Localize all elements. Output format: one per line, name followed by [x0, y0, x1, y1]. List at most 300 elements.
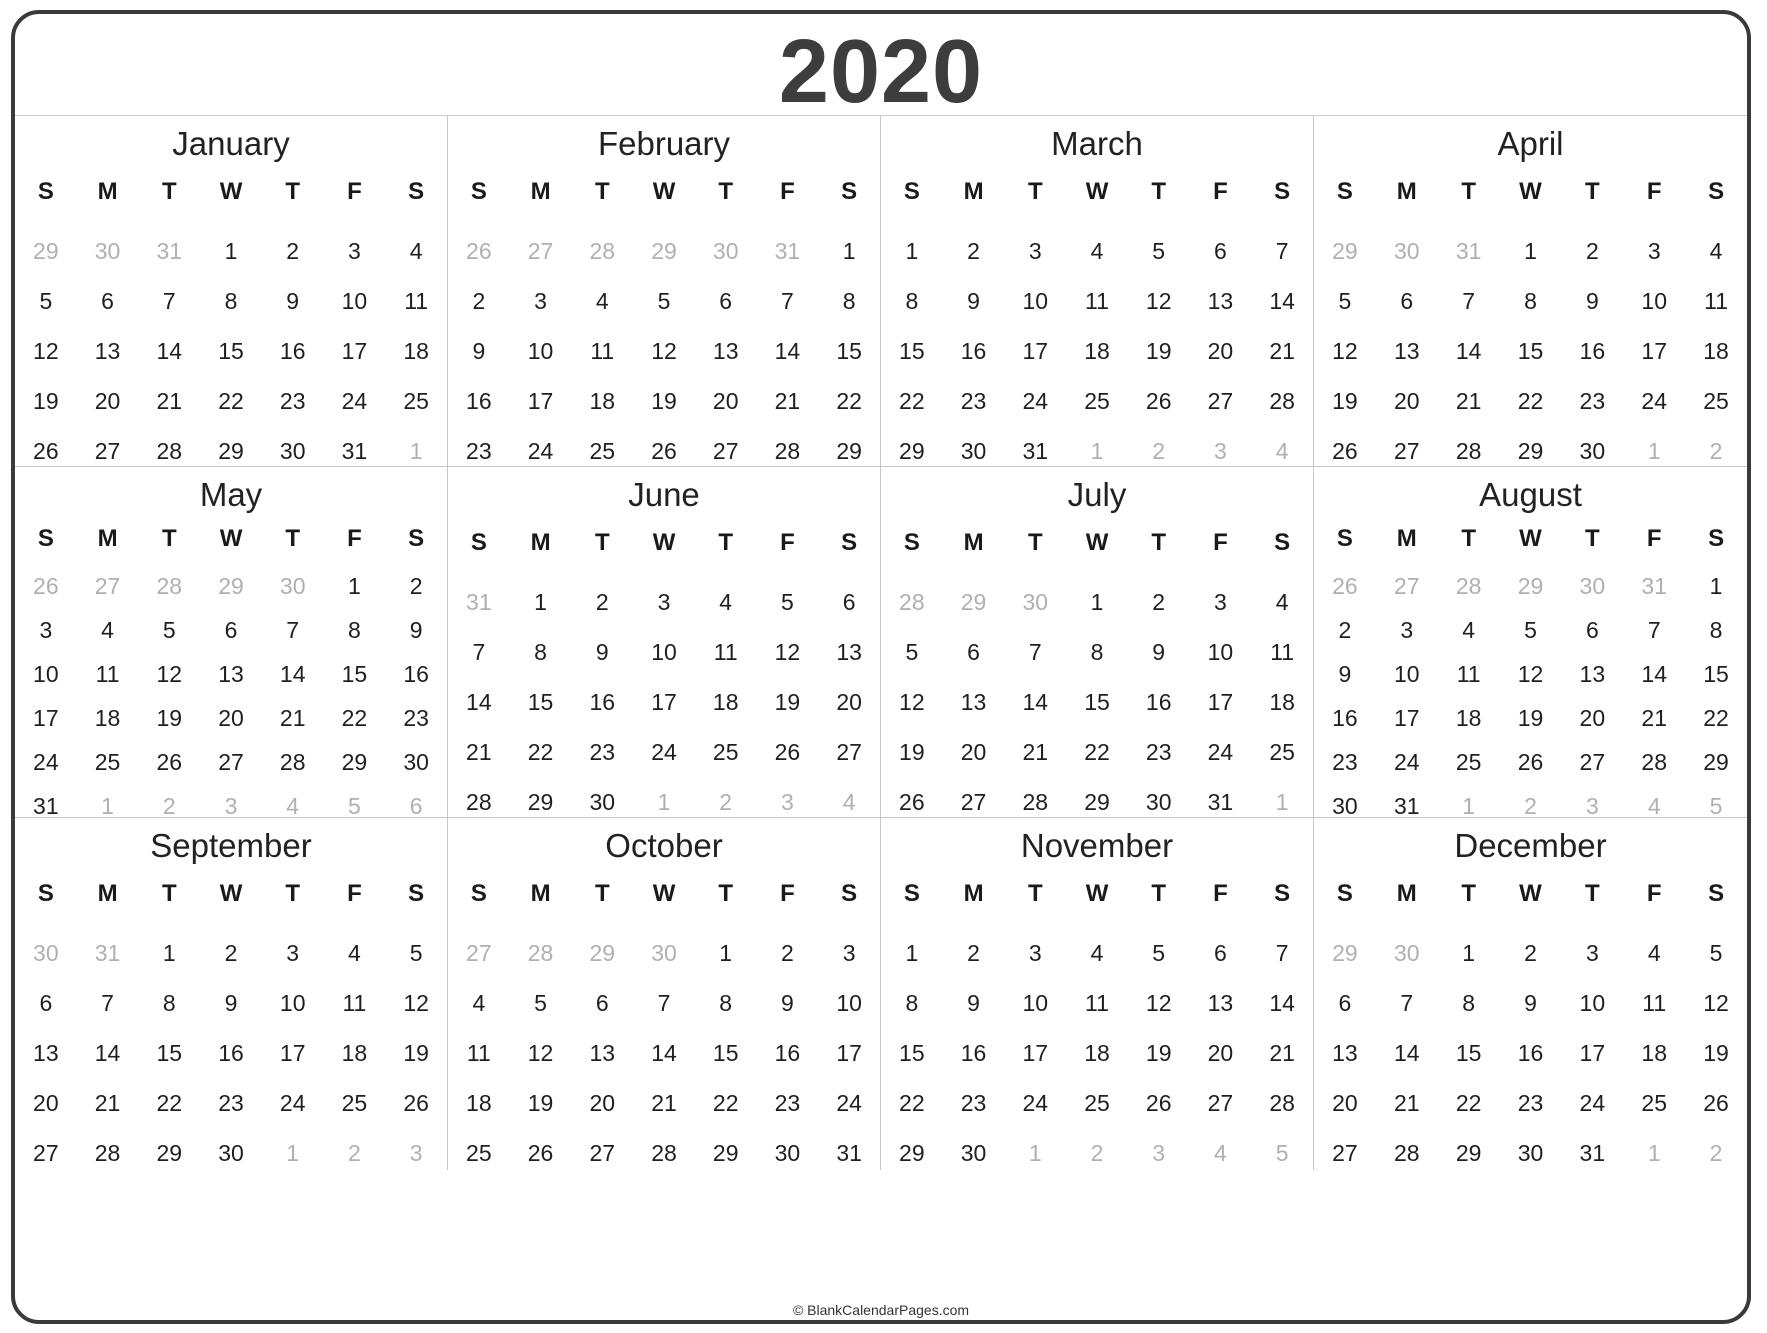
adjacent-month-day: 27: [466, 940, 492, 966]
day-number: 17: [651, 689, 677, 715]
weekday-label: F: [347, 880, 362, 907]
day-number: 21: [1455, 388, 1482, 414]
day-number: 22: [1517, 388, 1544, 414]
day-number: 1: [905, 940, 919, 966]
adjacent-month-day: 27: [1393, 573, 1420, 599]
day-number: 29: [341, 749, 368, 775]
day-number: 1: [719, 940, 733, 966]
day-number: 15: [218, 338, 244, 364]
day-number: 16: [403, 661, 429, 687]
day-number: 7: [657, 990, 671, 1016]
day-number: 7: [286, 617, 300, 643]
weekday-label: T: [1461, 525, 1476, 552]
weekday-label: F: [1213, 880, 1228, 907]
day-number: 10: [1207, 639, 1234, 665]
day-number: 19: [651, 388, 677, 414]
day-number: 3: [286, 940, 300, 966]
day-number: 15: [899, 1040, 925, 1066]
day-number: 3: [1400, 617, 1414, 643]
weekday-label: M: [97, 178, 118, 205]
weekday-label: F: [1646, 525, 1662, 552]
day-grid: [881, 928, 1313, 1178]
day-number: 6: [1214, 238, 1227, 264]
day-number: 23: [1145, 739, 1172, 765]
day-number: 4: [1090, 238, 1104, 264]
day-grid: [1314, 564, 1747, 828]
weekday-label: M: [963, 880, 984, 907]
day-grid: [448, 226, 880, 476]
day-number: 3: [1214, 589, 1227, 615]
day-number: 28: [466, 789, 492, 815]
day-number: 20: [836, 689, 862, 715]
adjacent-month-day: 30: [1393, 940, 1420, 966]
day-number: 8: [224, 288, 238, 314]
weekday-label: S: [1274, 178, 1291, 205]
weekday-label: S: [903, 880, 920, 907]
day-number: 22: [218, 388, 244, 414]
day-number: 5: [1152, 940, 1166, 966]
weekday-label: T: [1461, 880, 1476, 907]
day-number: 26: [403, 1090, 429, 1116]
day-number: 30: [1145, 789, 1172, 815]
day-number: 11: [1642, 990, 1667, 1016]
day-number: 22: [341, 705, 368, 731]
day-number: 16: [1579, 338, 1606, 364]
day-number: 10: [279, 990, 306, 1016]
weekday-header: [15, 880, 447, 908]
adjacent-month-day: 1: [657, 789, 671, 815]
day-number: 21: [1269, 338, 1295, 364]
adjacent-month-day: 1: [1028, 1140, 1042, 1166]
month-name: April: [1497, 125, 1564, 162]
day-number: 21: [94, 1090, 121, 1116]
weekday-label: M: [963, 178, 984, 205]
day-number: 26: [899, 789, 925, 815]
day-number: 4: [1090, 940, 1104, 966]
day-number: 5: [1152, 238, 1166, 264]
weekday-header: [448, 529, 880, 557]
day-number: 27: [1579, 749, 1606, 775]
day-number: 25: [712, 739, 739, 765]
adjacent-month-day: 30: [1393, 238, 1420, 264]
day-number: 1: [1524, 238, 1537, 264]
day-number: 29: [1517, 438, 1544, 464]
day-number: 21: [1393, 1090, 1420, 1116]
day-number: 13: [712, 338, 739, 364]
day-number: 29: [836, 438, 862, 464]
day-number: 16: [1517, 1040, 1544, 1066]
adjacent-month-day: 28: [156, 573, 183, 599]
day-number: 24: [1393, 749, 1420, 775]
day-number: 2: [967, 940, 980, 966]
weekday-header: [448, 178, 880, 206]
day-number: 13: [960, 689, 987, 715]
day-number: 28: [1393, 1140, 1420, 1166]
adjacent-month-day: 29: [1332, 940, 1358, 966]
day-number: 11: [95, 661, 120, 687]
day-number: 3: [1647, 238, 1661, 264]
day-number: 4: [348, 940, 361, 966]
weekday-label: S: [1336, 880, 1353, 907]
day-number: 5: [39, 288, 53, 314]
day-number: 30: [1579, 438, 1606, 464]
weekday-label: M: [97, 525, 118, 552]
day-number: 22: [527, 739, 554, 765]
adjacent-month-day: 1: [101, 793, 114, 819]
day-number: 18: [1084, 338, 1110, 364]
adjacent-month-day: 29: [33, 238, 59, 264]
day-number: 4: [1709, 238, 1723, 264]
day-number: 20: [33, 1090, 59, 1116]
weekday-label: W: [219, 880, 243, 907]
day-number: 27: [1207, 388, 1234, 414]
adjacent-month-day: 5: [1275, 1140, 1289, 1166]
day-number: 4: [101, 617, 114, 643]
adjacent-month-day: 1: [1647, 438, 1661, 464]
day-number: 28: [1455, 438, 1482, 464]
day-number: 15: [1455, 1040, 1482, 1066]
day-number: 11: [590, 338, 615, 364]
day-number: 21: [279, 705, 306, 731]
day-number: 9: [472, 338, 486, 364]
weekday-label: M: [963, 529, 984, 556]
day-number: 14: [1393, 1040, 1420, 1066]
adjacent-month-day: 3: [409, 1140, 423, 1166]
month-name: February: [597, 125, 731, 162]
day-number: 13: [836, 639, 862, 665]
day-number: 9: [1585, 288, 1599, 314]
day-number: 10: [33, 661, 59, 687]
adjacent-month-day: 1: [286, 1140, 300, 1166]
day-number: 7: [101, 990, 114, 1016]
month-name: March: [1051, 125, 1143, 162]
day-number: 27: [960, 789, 987, 815]
day-number: 23: [403, 705, 429, 731]
day-number: 2: [967, 238, 980, 264]
day-number: 10: [341, 288, 368, 314]
day-number: 5: [409, 940, 423, 966]
day-number: 8: [719, 990, 733, 1016]
weekday-label: T: [1027, 529, 1043, 556]
weekday-label: T: [1151, 880, 1167, 907]
day-number: 8: [842, 288, 856, 314]
adjacent-month-day: 1: [1647, 1140, 1661, 1166]
day-number: 12: [1332, 338, 1358, 364]
day-number: 17: [836, 1040, 862, 1066]
day-number: 14: [466, 689, 492, 715]
weekday-label: S: [903, 178, 920, 205]
month-december: [1314, 818, 1747, 1170]
adjacent-month-day: 2: [1524, 793, 1537, 819]
day-number: 17: [527, 388, 554, 414]
day-number: 17: [1022, 338, 1049, 364]
weekday-label: T: [594, 880, 610, 907]
month-october: [448, 818, 881, 1170]
day-number: 26: [527, 1140, 554, 1166]
weekday-label: F: [780, 529, 795, 556]
day-number: 8: [348, 617, 361, 643]
day-number: 30: [279, 438, 306, 464]
adjacent-month-day: 2: [162, 793, 176, 819]
day-number: 10: [1022, 288, 1049, 314]
adjacent-month-day: 30: [279, 573, 306, 599]
day-number: 30: [1517, 1140, 1544, 1166]
weekday-header: [15, 525, 447, 553]
day-number: 14: [651, 1040, 677, 1066]
weekday-label: T: [1027, 880, 1043, 907]
day-number: 29: [1084, 789, 1110, 815]
day-number: 20: [589, 1090, 616, 1116]
adjacent-month-day: 29: [651, 238, 677, 264]
day-number: 3: [842, 940, 856, 966]
day-number: 14: [94, 1040, 121, 1066]
day-number: 16: [960, 1040, 987, 1066]
day-number: 24: [1022, 1090, 1049, 1116]
day-number: 26: [156, 749, 183, 775]
weekday-label: W: [652, 178, 676, 205]
day-number: 15: [527, 689, 554, 715]
day-number: 28: [1022, 789, 1049, 815]
adjacent-month-day: 26: [1332, 573, 1358, 599]
day-number: 7: [1028, 639, 1042, 665]
day-number: 28: [774, 438, 801, 464]
day-number: 8: [1524, 288, 1537, 314]
month-name: June: [628, 476, 700, 513]
adjacent-month-day: 28: [589, 238, 616, 264]
day-grid: [15, 226, 447, 476]
day-number: 8: [534, 639, 547, 665]
day-number: 3: [39, 617, 53, 643]
day-number: 17: [1393, 705, 1420, 731]
month-may: [15, 467, 448, 818]
day-number: 3: [1585, 940, 1599, 966]
day-number: 30: [960, 438, 987, 464]
day-number: 15: [156, 1040, 183, 1066]
day-grid: [15, 928, 447, 1178]
day-number: 22: [1703, 705, 1729, 731]
day-number: 12: [33, 338, 59, 364]
day-number: 1: [224, 238, 238, 264]
day-number: 6: [719, 288, 733, 314]
weekday-label: F: [347, 525, 362, 552]
months-grid: [15, 115, 1747, 1318]
day-number: 24: [341, 388, 368, 414]
day-number: 19: [156, 705, 183, 731]
day-grid: [448, 928, 880, 1178]
adjacent-month-day: 31: [774, 238, 801, 264]
day-number: 23: [960, 1090, 987, 1116]
day-number: 26: [651, 438, 677, 464]
weekday-label: F: [1213, 178, 1228, 205]
day-number: 16: [589, 689, 616, 715]
month-january: [15, 116, 448, 467]
day-number: 10: [1641, 288, 1667, 314]
day-number: 14: [1641, 661, 1667, 687]
day-number: 6: [1338, 990, 1352, 1016]
day-number: 25: [94, 749, 121, 775]
day-number: 2: [1152, 589, 1166, 615]
day-number: 12: [1145, 990, 1172, 1016]
weekday-label: T: [1585, 525, 1600, 552]
adjacent-month-day: 1: [1090, 438, 1104, 464]
weekday-label: W: [1519, 178, 1542, 205]
weekday-label: S: [841, 178, 858, 205]
day-number: 24: [1207, 739, 1234, 765]
day-number: 13: [1207, 288, 1234, 314]
day-number: 13: [94, 338, 121, 364]
day-number: 30: [589, 789, 616, 815]
weekday-label: S: [408, 880, 425, 907]
day-grid: [1314, 226, 1747, 476]
day-number: 4: [719, 589, 733, 615]
day-number: 19: [1145, 1040, 1172, 1066]
adjacent-month-day: 28: [899, 589, 925, 615]
day-number: 17: [1207, 689, 1234, 715]
adjacent-month-day: 2: [1090, 1140, 1104, 1166]
day-number: 22: [1084, 739, 1110, 765]
day-number: 27: [94, 438, 121, 464]
adjacent-month-day: 31: [1455, 238, 1482, 264]
day-number: 31: [836, 1140, 862, 1166]
day-number: 12: [156, 661, 183, 687]
footer-credit: © BlankCalendarPages.com: [792, 1302, 970, 1318]
day-number: 4: [595, 288, 609, 314]
day-number: 29: [156, 1140, 183, 1166]
day-number: 31: [33, 793, 59, 819]
day-number: 21: [1022, 739, 1049, 765]
day-number: 22: [899, 388, 925, 414]
day-number: 10: [527, 338, 554, 364]
adjacent-month-day: 1: [1275, 789, 1289, 815]
day-number: 24: [527, 438, 554, 464]
day-number: 7: [1462, 288, 1476, 314]
adjacent-month-day: 31: [156, 238, 183, 264]
day-number: 29: [899, 1140, 925, 1166]
day-number: 26: [1703, 1090, 1729, 1116]
day-number: 23: [960, 388, 987, 414]
day-number: 10: [1022, 990, 1049, 1016]
day-number: 11: [1456, 661, 1481, 687]
adjacent-month-day: 29: [960, 589, 987, 615]
adjacent-month-day: 31: [466, 589, 492, 615]
day-number: 11: [1085, 288, 1109, 314]
day-number: 6: [224, 617, 238, 643]
day-number: 21: [651, 1090, 677, 1116]
weekday-label: M: [530, 529, 551, 556]
day-number: 27: [218, 749, 244, 775]
adjacent-month-day: 2: [1152, 438, 1166, 464]
day-number: 26: [33, 438, 59, 464]
weekday-label: W: [1519, 880, 1542, 907]
weekday-label: T: [285, 880, 301, 907]
weekday-header: [881, 880, 1313, 908]
adjacent-month-day: 2: [348, 1140, 361, 1166]
day-number: 23: [1579, 388, 1606, 414]
day-number: 23: [774, 1090, 801, 1116]
day-number: 22: [899, 1090, 925, 1116]
day-number: 12: [899, 689, 925, 715]
day-number: 24: [651, 739, 677, 765]
day-number: 17: [1579, 1040, 1606, 1066]
day-number: 18: [341, 1040, 368, 1066]
day-number: 5: [657, 288, 671, 314]
adjacent-month-day: 4: [1275, 438, 1289, 464]
day-number: 24: [1022, 388, 1049, 414]
day-number: 11: [466, 1040, 491, 1066]
day-number: 23: [279, 388, 306, 414]
weekday-label: F: [1646, 880, 1662, 907]
day-number: 20: [1332, 1090, 1358, 1116]
day-number: 20: [960, 739, 987, 765]
adjacent-month-day: 2: [1709, 1140, 1723, 1166]
day-number: 8: [162, 990, 176, 1016]
day-number: 2: [286, 238, 300, 264]
weekday-header: [448, 880, 880, 908]
adjacent-month-day: 3: [1214, 438, 1227, 464]
day-grid: [448, 577, 880, 827]
day-number: 18: [1703, 338, 1729, 364]
day-number: 16: [1145, 689, 1172, 715]
adjacent-month-day: 1: [1462, 793, 1476, 819]
day-number: 21: [1641, 705, 1667, 731]
day-number: 18: [403, 338, 429, 364]
adjacent-month-day: 3: [224, 793, 238, 819]
day-number: 18: [94, 705, 121, 731]
day-number: 21: [774, 388, 801, 414]
day-number: 21: [1269, 1040, 1295, 1066]
day-number: 12: [651, 338, 677, 364]
day-number: 15: [1084, 689, 1110, 715]
day-number: 6: [101, 288, 114, 314]
adjacent-month-day: 4: [842, 789, 856, 815]
day-number: 16: [960, 338, 987, 364]
day-number: 23: [589, 739, 616, 765]
day-number: 19: [774, 689, 801, 715]
day-number: 14: [1269, 990, 1295, 1016]
day-number: 13: [1579, 661, 1606, 687]
day-number: 19: [33, 388, 59, 414]
day-number: 25: [1084, 1090, 1110, 1116]
month-name: September: [150, 827, 312, 864]
day-number: 7: [781, 288, 794, 314]
weekday-label: T: [161, 525, 177, 552]
day-number: 23: [218, 1090, 244, 1116]
weekday-label: M: [1396, 178, 1417, 205]
day-number: 27: [1332, 1140, 1358, 1166]
day-number: 14: [1022, 689, 1049, 715]
adjacent-month-day: 3: [1152, 1140, 1166, 1166]
month-name: August: [1479, 476, 1582, 513]
day-number: 10: [1393, 661, 1420, 687]
day-number: 31: [1022, 438, 1049, 464]
day-number: 16: [218, 1040, 244, 1066]
day-number: 22: [156, 1090, 183, 1116]
day-number: 7: [472, 639, 486, 665]
day-number: 27: [589, 1140, 616, 1166]
weekday-label: S: [1274, 880, 1291, 907]
month-april: [1314, 116, 1747, 467]
day-number: 29: [1455, 1140, 1482, 1166]
weekday-label: W: [219, 178, 243, 205]
adjacent-month-day: 1: [409, 438, 423, 464]
day-number: 5: [1338, 288, 1352, 314]
adjacent-month-day: 3: [1585, 793, 1599, 819]
day-number: 25: [1084, 388, 1110, 414]
weekday-label: S: [37, 880, 54, 907]
weekday-label: S: [470, 880, 487, 907]
day-number: 16: [1332, 705, 1358, 731]
day-number: 19: [899, 739, 925, 765]
